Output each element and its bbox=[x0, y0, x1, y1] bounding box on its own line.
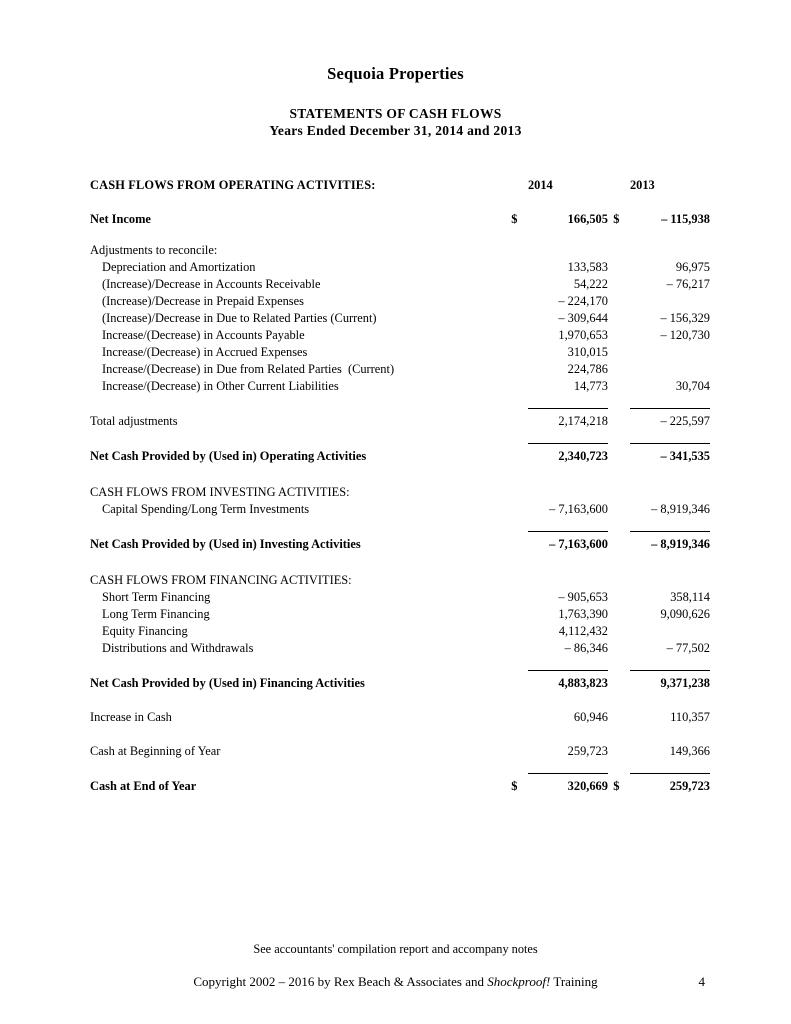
row-label: Increase/(Decrease) in Accrued Expenses bbox=[102, 345, 308, 359]
table-row bbox=[90, 258, 710, 275]
table-row bbox=[90, 500, 710, 517]
value-2014: – 86,346 bbox=[564, 641, 608, 655]
row-label: Total adjustments bbox=[90, 414, 178, 428]
value-2013: 30,704 bbox=[675, 379, 710, 393]
table-row-net-operating bbox=[90, 444, 710, 464]
table-row bbox=[90, 360, 710, 377]
value-2013: 259,723 bbox=[669, 779, 710, 793]
statement-heading bbox=[0, 105, 791, 139]
row-label: (Increase)/Decrease in Prepaid Expenses bbox=[102, 294, 304, 308]
table-row bbox=[90, 639, 710, 656]
spacer bbox=[90, 429, 710, 438]
row-label: Increase/(Decrease) in Other Current Liabilities bbox=[102, 379, 339, 393]
spacer bbox=[90, 759, 710, 768]
spacer bbox=[90, 552, 710, 571]
row-label: Cash at Beginning of Year bbox=[90, 744, 221, 758]
value-2013 bbox=[630, 360, 710, 377]
value-2013: 149,366 bbox=[669, 744, 710, 758]
table-row-total-adjustments bbox=[90, 409, 710, 429]
table-row bbox=[90, 275, 710, 292]
compilation-report-note: See accountants' compilation report and accompany notes bbox=[253, 942, 538, 956]
row-label: Increase/(Decrease) in Accounts Payable bbox=[102, 328, 305, 342]
value-2013: – 156,329 bbox=[660, 311, 710, 325]
spacer bbox=[90, 193, 710, 207]
table-row-net-financing bbox=[90, 671, 710, 691]
row-label: Short Term Financing bbox=[102, 590, 211, 604]
row-label: Distributions and Withdrawals bbox=[102, 641, 254, 655]
table-row-cash-end bbox=[90, 774, 710, 794]
row-label: Increase/(Decrease) in Due from Related Parties (Current) bbox=[102, 362, 395, 376]
company-name: Sequoia Properties bbox=[327, 64, 464, 83]
value-2014: – 7,163,600 bbox=[549, 537, 608, 551]
financing-section-header: CASH FLOWS FROM FINANCING ACTIVITIES: bbox=[90, 573, 352, 587]
row-label: Cash at End of Year bbox=[90, 779, 197, 793]
row-label: Long Term Financing bbox=[102, 607, 210, 621]
value-2013 bbox=[630, 292, 710, 309]
value-2013: – 225,597 bbox=[660, 414, 710, 428]
value-2014: 60,946 bbox=[573, 710, 608, 724]
row-label: Depreciation and Amortization bbox=[102, 260, 256, 274]
value-2013 bbox=[630, 343, 710, 360]
value-2013: – 77,502 bbox=[666, 641, 710, 655]
value-2014: 166,505 bbox=[567, 212, 608, 226]
value-2014: – 309,644 bbox=[558, 311, 608, 325]
currency-symbol-2013: $ bbox=[613, 779, 620, 793]
value-2013: 358,114 bbox=[670, 590, 710, 604]
table-row-cash-beginning bbox=[90, 739, 710, 759]
value-2013: – 120,730 bbox=[660, 328, 710, 342]
table-row-investing-header bbox=[90, 483, 710, 500]
value-2013: 96,975 bbox=[675, 260, 710, 274]
value-2014: 54,222 bbox=[573, 277, 608, 291]
copyright-suffix: Training bbox=[550, 974, 598, 989]
table-row bbox=[90, 588, 710, 605]
value-2013: – 341,535 bbox=[660, 449, 710, 463]
row-label: Equity Financing bbox=[102, 624, 188, 638]
row-label: Increase in Cash bbox=[90, 710, 172, 724]
row-label: Capital Spending/Long Term Investments bbox=[102, 502, 310, 516]
value-2013: – 8,919,346 bbox=[651, 502, 710, 516]
table-row bbox=[90, 343, 710, 360]
currency-symbol-2014: $ bbox=[511, 212, 518, 226]
row-label: (Increase)/Decrease in Due to Related Parties (Current) bbox=[102, 311, 377, 325]
value-2014: 320,669 bbox=[567, 779, 608, 793]
value-2014: 4,883,823 bbox=[558, 676, 608, 690]
table-row bbox=[90, 622, 710, 639]
table-row bbox=[90, 309, 710, 326]
table-row-net-investing bbox=[90, 532, 710, 552]
value-2014: – 7,163,600 bbox=[549, 502, 608, 516]
brand-name: Shockproof! bbox=[487, 974, 551, 989]
currency-symbol-2014: $ bbox=[511, 779, 518, 793]
investing-section-header: CASH FLOWS FROM INVESTING ACTIVITIES: bbox=[90, 485, 350, 499]
value-2014: 1,763,390 bbox=[558, 607, 608, 621]
spacer bbox=[90, 517, 710, 526]
row-label: Net Income bbox=[90, 212, 151, 226]
value-2014: 2,340,723 bbox=[558, 449, 608, 463]
value-2013: 9,371,238 bbox=[660, 676, 710, 690]
row-label: (Increase)/Decrease in Accounts Receivable bbox=[102, 277, 321, 291]
row-label: Net Cash Provided by (Used in) Investing Activities bbox=[90, 537, 361, 551]
value-2014: 1,970,653 bbox=[558, 328, 608, 342]
row-label: Adjustments to reconcile: bbox=[90, 243, 218, 257]
table-header-row bbox=[90, 173, 710, 193]
table-row-financing-header bbox=[90, 571, 710, 588]
table-row bbox=[90, 605, 710, 622]
row-label: Net Cash Provided by (Used in) Financing Activities bbox=[90, 676, 365, 690]
table-row-net-income bbox=[90, 207, 710, 227]
value-2013: 110,357 bbox=[670, 710, 710, 724]
statement-period: Years Ended December 31, 2014 and 2013 bbox=[269, 123, 522, 138]
value-2013: 9,090,626 bbox=[660, 607, 710, 621]
spacer bbox=[90, 464, 710, 483]
spacer bbox=[90, 394, 710, 403]
column-header-2013: 2013 bbox=[629, 178, 655, 192]
cash-flow-table bbox=[90, 173, 710, 794]
value-2014: – 224,170 bbox=[558, 294, 608, 308]
value-2014: 4,112,432 bbox=[558, 624, 608, 638]
value-2013: – 76,217 bbox=[666, 277, 710, 291]
copyright-prefix: Copyright 2002 – 2016 by Rex Beach & Associates and bbox=[193, 974, 488, 989]
copyright-line bbox=[0, 974, 791, 990]
value-2014: 14,773 bbox=[573, 379, 608, 393]
value-2013: – 115,938 bbox=[661, 212, 710, 226]
spacer bbox=[90, 691, 710, 705]
value-2014: 310,015 bbox=[567, 345, 608, 359]
value-2013 bbox=[630, 622, 710, 639]
table-row-increase-in-cash bbox=[90, 705, 710, 725]
value-2014: 2,174,218 bbox=[558, 414, 608, 428]
value-2013: – 8,919,346 bbox=[651, 537, 710, 551]
spacer bbox=[90, 656, 710, 665]
operating-section-header: CASH FLOWS FROM OPERATING ACTIVITIES: bbox=[90, 178, 376, 192]
table-row bbox=[90, 326, 710, 343]
value-2014: 133,583 bbox=[567, 260, 608, 274]
table-row bbox=[90, 377, 710, 394]
statement-title: STATEMENTS OF CASH FLOWS bbox=[289, 106, 502, 121]
value-2014: 224,786 bbox=[567, 362, 608, 376]
row-label: Net Cash Provided by (Used in) Operating Activities bbox=[90, 449, 367, 463]
currency-symbol-2013: $ bbox=[613, 212, 620, 226]
table-row bbox=[90, 292, 710, 309]
spacer bbox=[90, 227, 710, 241]
table-row-adjustments-header bbox=[90, 241, 710, 258]
page-number: 4 bbox=[698, 974, 705, 989]
column-header-2014: 2014 bbox=[527, 178, 553, 192]
spacer bbox=[90, 725, 710, 739]
value-2014: – 905,653 bbox=[558, 590, 608, 604]
value-2014: 259,723 bbox=[567, 744, 608, 758]
